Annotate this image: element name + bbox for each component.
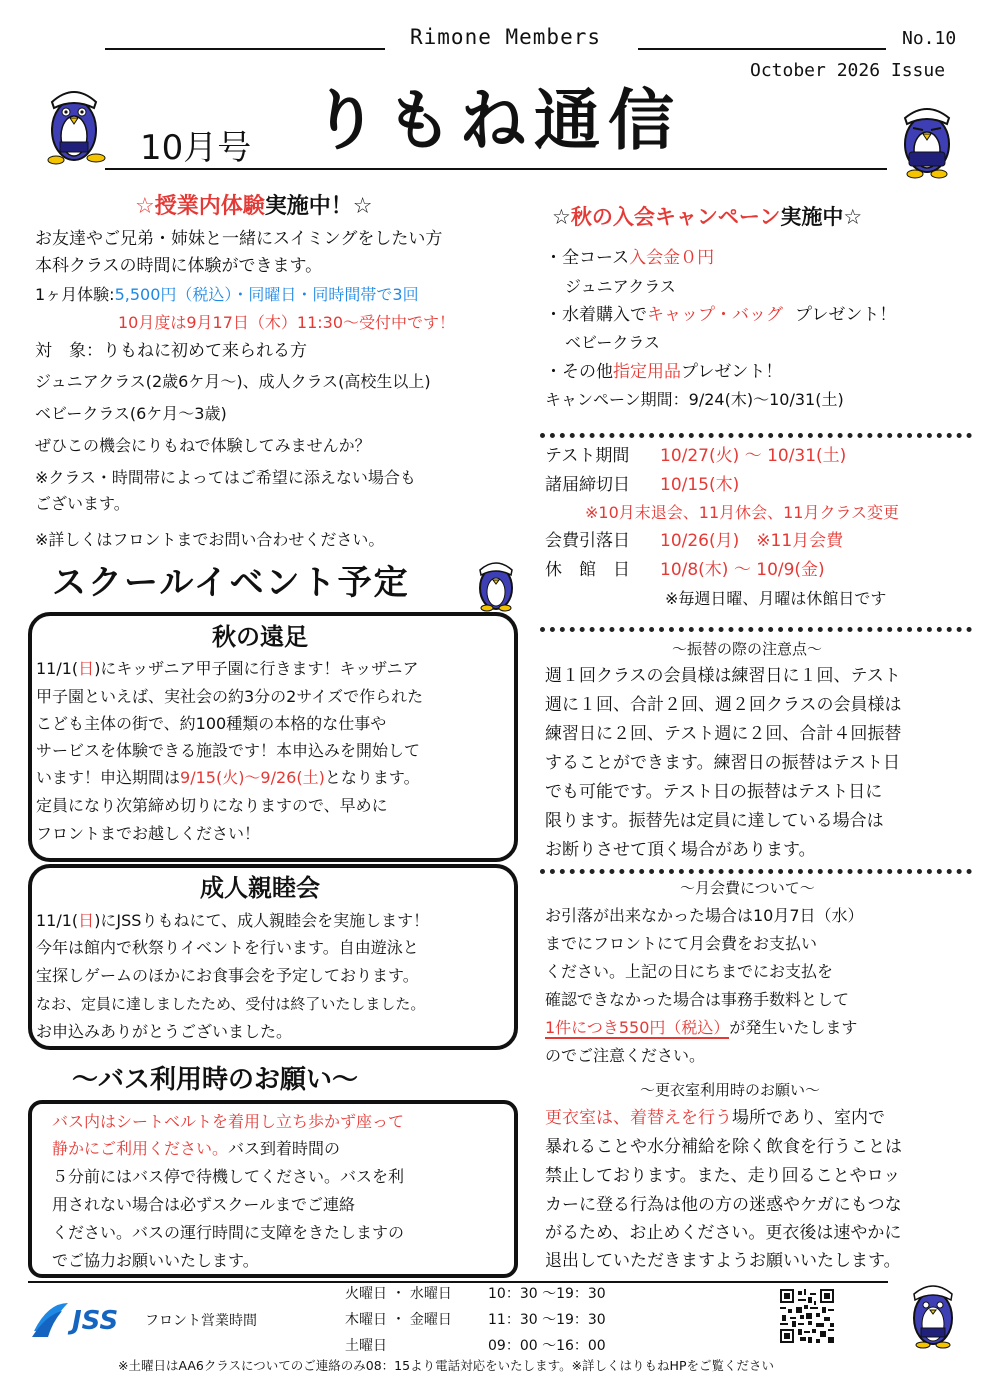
campaign-heading-pre: ☆ <box>552 205 571 229</box>
header-rule-left <box>105 48 385 50</box>
trial-deadline: 10月度は9月17日（木）11:30～受付中です！ <box>118 313 456 332</box>
qr-code-icon[interactable] <box>778 1287 836 1345</box>
monthly-fee-amount: 1件につき550円（税込） <box>545 1018 730 1037</box>
excursion-line-6: 定員になり次第締め切りになりますので、早めに <box>36 796 388 815</box>
excursion-line-7: フロントまでお越しください！ <box>36 824 261 843</box>
closed-value: 10/8(木) ～ 10/9(金) <box>660 560 825 580</box>
adult-party-title: 成人親睦会 <box>200 874 320 902</box>
trial-line-2: 本科クラスの時間に体験ができます。 <box>35 256 323 276</box>
adult-line-4: なお、定員に達しましたため、受付は終了いたしました。 <box>36 995 426 1013</box>
trial-classes-1: ジュニアクラス(2歳6ケ月～)、成人クラス(高校生以上) <box>35 372 431 391</box>
excursion-line-2: 甲子園といえば、実社会の約3分の2サイズで作られた <box>36 687 424 706</box>
issue-number: No.10 <box>902 28 957 49</box>
campaign-item-3-red: 指定用品 <box>613 362 681 382</box>
form-note: ※10月末退会、11月休会、11月クラス変更 <box>585 503 900 522</box>
campaign-item-1-pre: ・全コース <box>545 248 630 268</box>
closed-note: ※毎週日曜、月曜は休館日です <box>665 589 887 608</box>
excursion-line-4: サービスを体験できる施設です！本申込みを開始して <box>36 741 421 760</box>
campaign-item-2-post: プレゼント！ <box>795 305 897 325</box>
adult-date-day: 日 <box>78 911 95 930</box>
trial-fee-label: 1ヶ月体験: <box>35 285 115 304</box>
monthly-fee-line-4: 確認できなかった場合は事務手数料として <box>545 990 850 1009</box>
bus-line-2-post: バス到着時間の <box>228 1139 341 1158</box>
campaign-item-2-sub: ベビークラス <box>565 333 660 352</box>
form-value: 10/15(木) <box>660 475 740 495</box>
locker-line-5: がるため、お止めください。更衣後は速やかに <box>545 1223 902 1243</box>
trial-classes-2: ベビークラス(6ケ月～3歳) <box>35 404 227 423</box>
excursion-period-pre: います！申込期間は <box>36 768 181 787</box>
makeup-title: ～振替の際の注意点～ <box>672 640 823 658</box>
monthly-fee-line-3: ください。上記の日にちまでにお支払を <box>545 962 834 981</box>
hours-row-2-days: 木曜日 ・ 金曜日 <box>345 1312 452 1328</box>
test-label: テスト期間 <box>545 446 630 466</box>
bus-line-1: バス内はシートベルトを着用し立ち歩かず座って <box>52 1112 405 1131</box>
excursion-line-3: こども主体の街で、約100種類の本格的な仕事や <box>36 714 387 733</box>
monthly-fee-line-1: お引落が出来なかった場合は10月7日（水） <box>545 906 864 925</box>
bus-heading: ～バス利用時のお願い～ <box>72 1065 359 1095</box>
locker-line-1-red: 更衣室は、着替えを行う <box>545 1108 732 1128</box>
divider-dots-3 <box>540 869 972 874</box>
makeup-line-1: 週１回クラスの会員様は練習日に１回、テスト <box>545 666 901 686</box>
campaign-item-3 <box>545 362 782 382</box>
makeup-line-4: することができます。練習日の振替はテスト日 <box>545 753 900 773</box>
bus-line-5: ください。バスの運行時間に支障をきたしますの <box>52 1223 405 1242</box>
makeup-line-6: 限ります。振替先は定員に達している場合は <box>545 811 884 831</box>
hours-row-2-time: 11：30 ～19：30 <box>488 1312 606 1328</box>
jss-logo-icon <box>28 1297 72 1341</box>
trial-heading-black: 実施中！☆ <box>264 194 373 219</box>
locker-line-1 <box>545 1108 885 1128</box>
campaign-heading-red: 秋の入会キャンペーン <box>570 205 781 229</box>
penguin-mascot-left-icon <box>42 80 106 166</box>
excursion-date-day: 日 <box>78 659 95 678</box>
campaign-heading-post: 実施中☆ <box>780 205 863 229</box>
header-rule-right <box>638 48 886 50</box>
divider-dots-2 <box>540 627 972 632</box>
campaign-item-3-post: プレゼント！ <box>681 362 783 382</box>
adult-line-3: 宝探しゲームのほかにお食事会を予定しております。 <box>36 966 419 985</box>
jss-logo-text: JSS <box>72 1306 119 1336</box>
month-label: 10月号 <box>140 128 252 168</box>
locker-line-3: 禁止しております。また、走り回ることやロッ <box>545 1166 901 1186</box>
campaign-item-2-red: キャップ・バッグ <box>647 305 783 325</box>
excursion-line-1 <box>36 659 419 679</box>
monthly-fee-line-2: までにフロントにて月会費をお支払い <box>545 934 818 953</box>
campaign-heading <box>552 203 862 231</box>
trial-note-1b: ございます。 <box>35 494 130 513</box>
bus-line-3: ５分前にはバス停で待機してください。バスを利 <box>52 1167 405 1186</box>
locker-line-4: カーに登る行為は他の方の迷惑やケガにもつな <box>545 1195 902 1215</box>
bus-line-6: でご協力お願いいたします。 <box>52 1251 259 1270</box>
makeup-line-2: 週に１回、合計２回、週２回クラスの会員様は <box>545 695 902 715</box>
excursion-period-post: となります。 <box>324 768 420 787</box>
issue-date: October 2026 Issue <box>750 60 946 81</box>
footer-note: ※土曜日はAA6クラスについてのご連絡のみ08：15より電話対応をいたします。※詳しくはりもねHPをご覧ください <box>118 1358 774 1373</box>
form-label: 諸届締切日 <box>545 475 630 495</box>
footer-rule <box>28 1281 888 1283</box>
trial-heading <box>135 193 372 221</box>
trial-line-1: お友達やご兄弟・姉妹と一緒にスイミングをしたい方 <box>35 229 443 249</box>
makeup-line-3: 練習日に２回、テスト週に２回、合計４回振替 <box>545 724 902 744</box>
adult-line-5: お申込みありがとうございました。 <box>36 1022 293 1041</box>
campaign-item-1-red: 入会金０円 <box>629 248 715 268</box>
penguin-mascot-small-icon <box>473 556 519 612</box>
locker-title: ～更衣室利用時のお願い～ <box>640 1081 821 1099</box>
trial-target: 対 象：りもねに初めて来られる方 <box>35 341 307 361</box>
campaign-item-2-pre: ・水着購入で <box>545 305 647 325</box>
excursion-period: 9/15(火)～9/26(土) <box>180 768 325 787</box>
locker-line-1-post: 場所であり、室内で <box>732 1108 885 1128</box>
penguin-mascot-bottom-icon <box>905 1278 961 1350</box>
locker-line-6: 退出していただきますようお願いいたします。 <box>545 1251 901 1271</box>
monthly-fee-line-5 <box>545 1018 857 1038</box>
locker-line-2: 暴れることや水分補給を除く飲食を行うことは <box>545 1137 902 1157</box>
monthly-fee-line-6: のでご注意ください。 <box>545 1046 706 1065</box>
monthly-fee-title: ～月会費について～ <box>680 879 815 897</box>
makeup-line-7: お断りさせて頂く場合があります。 <box>545 840 816 860</box>
closed-label: 休 館 日 <box>545 560 630 580</box>
bus-line-2 <box>52 1139 340 1159</box>
brand-name: Rimone Members <box>410 25 602 49</box>
excursion-title: 秋の遠足 <box>212 623 308 651</box>
fee-label: 会費引落日 <box>545 531 630 551</box>
campaign-item-1-sub: ジュニアクラス <box>565 277 676 296</box>
campaign-item-2 <box>545 305 896 325</box>
trial-note-2: ※詳しくはフロントまでお問い合わせください。 <box>35 530 385 549</box>
adult-date-post: )にJSSりもねにて、成人親睦会を実施します！ <box>94 911 430 930</box>
adult-date-pre: 11/1( <box>36 911 79 930</box>
trial-fee <box>35 285 419 305</box>
fee-value: 10/26(月) ※11月会費 <box>660 531 844 551</box>
monthly-fee-line-5-post: が発生いたします <box>729 1018 858 1037</box>
campaign-item-1 <box>545 248 714 268</box>
title-underline <box>105 168 887 170</box>
makeup-line-5: でも可能です。テスト日の振替はテスト日に <box>545 782 883 802</box>
excursion-line-5 <box>36 768 420 788</box>
trial-note-1a: ※クラス・時間帯によってはご希望に添えない場合も <box>35 468 416 487</box>
campaign-period: キャンペーン期間：9/24(木)～10/31(土) <box>545 390 844 409</box>
bus-line-2-red: 静かにご利用ください。 <box>52 1139 229 1158</box>
hours-label: フロント営業時間 <box>145 1313 257 1329</box>
adult-line-1 <box>36 911 429 931</box>
excursion-date-pre: 11/1( <box>36 659 79 678</box>
hours-row-3-time: 09：00 ～16：00 <box>488 1338 606 1354</box>
divider-dots-1 <box>540 433 972 438</box>
adult-line-2: 今年は館内で秋祭りイベントを行います。自由遊泳と <box>36 938 419 957</box>
events-heading: スクールイベント予定 <box>52 563 410 603</box>
trial-heading-red: ☆授業内体験 <box>135 194 265 219</box>
newsletter-title: りもね通信 <box>312 81 682 159</box>
hours-row-1-time: 10：30 ～19：30 <box>488 1286 606 1302</box>
bus-line-4: 用されない場合は必ずスクールまでご連絡 <box>52 1195 356 1214</box>
excursion-date-post: )にキッザニア甲子園に行きます！キッザニア <box>94 659 419 678</box>
trial-invite: ぜひこの機会にりもねで体験してみませんか？ <box>35 436 371 455</box>
hours-row-3-days: 土曜日 <box>345 1338 387 1354</box>
penguin-mascot-right-icon <box>895 100 959 180</box>
hours-row-1-days: 火曜日 ・ 水曜日 <box>345 1286 452 1302</box>
trial-fee-value: 5,500円（税込）・同曜日・同時間帯で3回 <box>114 285 419 304</box>
test-value: 10/27(火) ～ 10/31(土) <box>660 446 847 466</box>
campaign-item-3-pre: ・その他 <box>545 362 613 382</box>
